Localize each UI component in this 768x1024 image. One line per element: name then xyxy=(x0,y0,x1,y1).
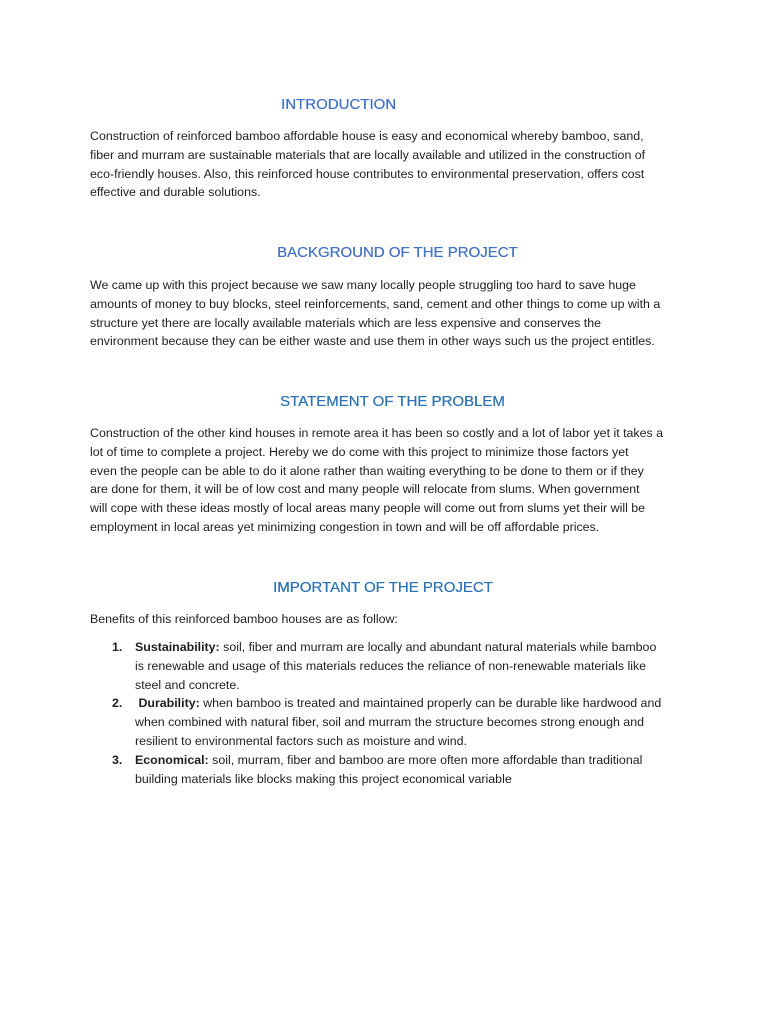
problem-heading: STATEMENT OF THE PROBLEM xyxy=(280,393,505,410)
text-line: fiber and murram are sustainable materials that are locally available and utilized in the construction of xyxy=(90,147,646,162)
text-line: Construction of reinforced bamboo affordable house is easy and economical whereby bamboo, sand, xyxy=(90,129,644,143)
list-number: 1. xyxy=(112,640,123,654)
text-line: We came up with this project because we saw many locally people struggling too hard to save huge xyxy=(90,278,636,292)
text-line: amounts of money to buy blocks, steel reinforcements, sand, cement and other things to come up with a xyxy=(90,296,661,311)
text-line: building materials like blocks making this project economical variable xyxy=(135,771,512,786)
list-item xyxy=(90,638,690,694)
text-line: effective and durable solutions. xyxy=(90,185,261,200)
introduction-paragraph xyxy=(90,127,690,202)
text-line: environment because they can be either waste and use them in other ways such us the project entitles. xyxy=(90,334,655,349)
text-line: eco-friendly houses. Also, this reinforced house contributes to environmental preservation, offers cost xyxy=(90,166,645,181)
text-line: structure yet there are locally available materials which are less expensive and conserves the xyxy=(90,315,602,330)
background-paragraph xyxy=(90,276,690,351)
benefits-list xyxy=(90,638,690,788)
text-line: lot of time to complete a project. Hereby we do come with this project to minimize those factors yet xyxy=(90,444,629,459)
list-number: 3. xyxy=(112,752,123,767)
text-line xyxy=(135,694,690,713)
list-number: 2. xyxy=(112,696,123,711)
list-term: Sustainability: xyxy=(135,640,220,654)
text-line: steel and concrete. xyxy=(135,677,240,692)
background-heading: BACKGROUND OF THE PROJECT xyxy=(277,244,518,261)
text-line xyxy=(135,638,690,657)
list-item xyxy=(90,751,690,789)
text-line: even the people can be able to do it alone rather than waiting everything to be done to them or if they xyxy=(90,463,644,478)
text-line: Benefits of this reinforced bamboo houses are as follow: xyxy=(90,612,398,626)
introduction-heading: INTRODUCTION xyxy=(281,96,396,113)
text-line: employment in local areas yet minimizing congestion in town and will be off affordable prices. xyxy=(90,519,600,534)
text-line xyxy=(135,751,690,770)
list-text: when bamboo is treated and maintained properly can be durable like hardwood and xyxy=(199,696,662,711)
text-line: will cope with these ideas mostly of local areas many people will come out from slums yet their will be xyxy=(90,501,646,516)
text-line: when combined with natural fiber, soil and murram the structure becomes strong enough and xyxy=(135,715,644,730)
importance-intro xyxy=(90,610,690,629)
list-term: Economical: xyxy=(135,752,209,767)
list-text: soil, murram, fiber and bamboo are more often more affordable than traditional xyxy=(208,752,643,767)
list-term: Durability: xyxy=(135,696,200,711)
importance-heading: IMPORTANT OF THE PROJECT xyxy=(273,579,493,596)
text-line: resilient to environmental factors such as moisture and wind. xyxy=(135,733,467,748)
list-text: soil, fiber and murram are locally and abundant natural materials while bamboo xyxy=(219,640,657,654)
text-line: are done for them, it will be of low cost and many people will relocate from slums. When government xyxy=(90,482,640,497)
text-line: Construction of the other kind houses in remote area it has been so costly and a lot of labor yet it takes a xyxy=(90,426,664,440)
text-line: is renewable and usage of this materials reduces the reliance of non-renewable materials like xyxy=(135,658,647,673)
list-item xyxy=(90,694,690,750)
problem-paragraph xyxy=(90,424,690,537)
